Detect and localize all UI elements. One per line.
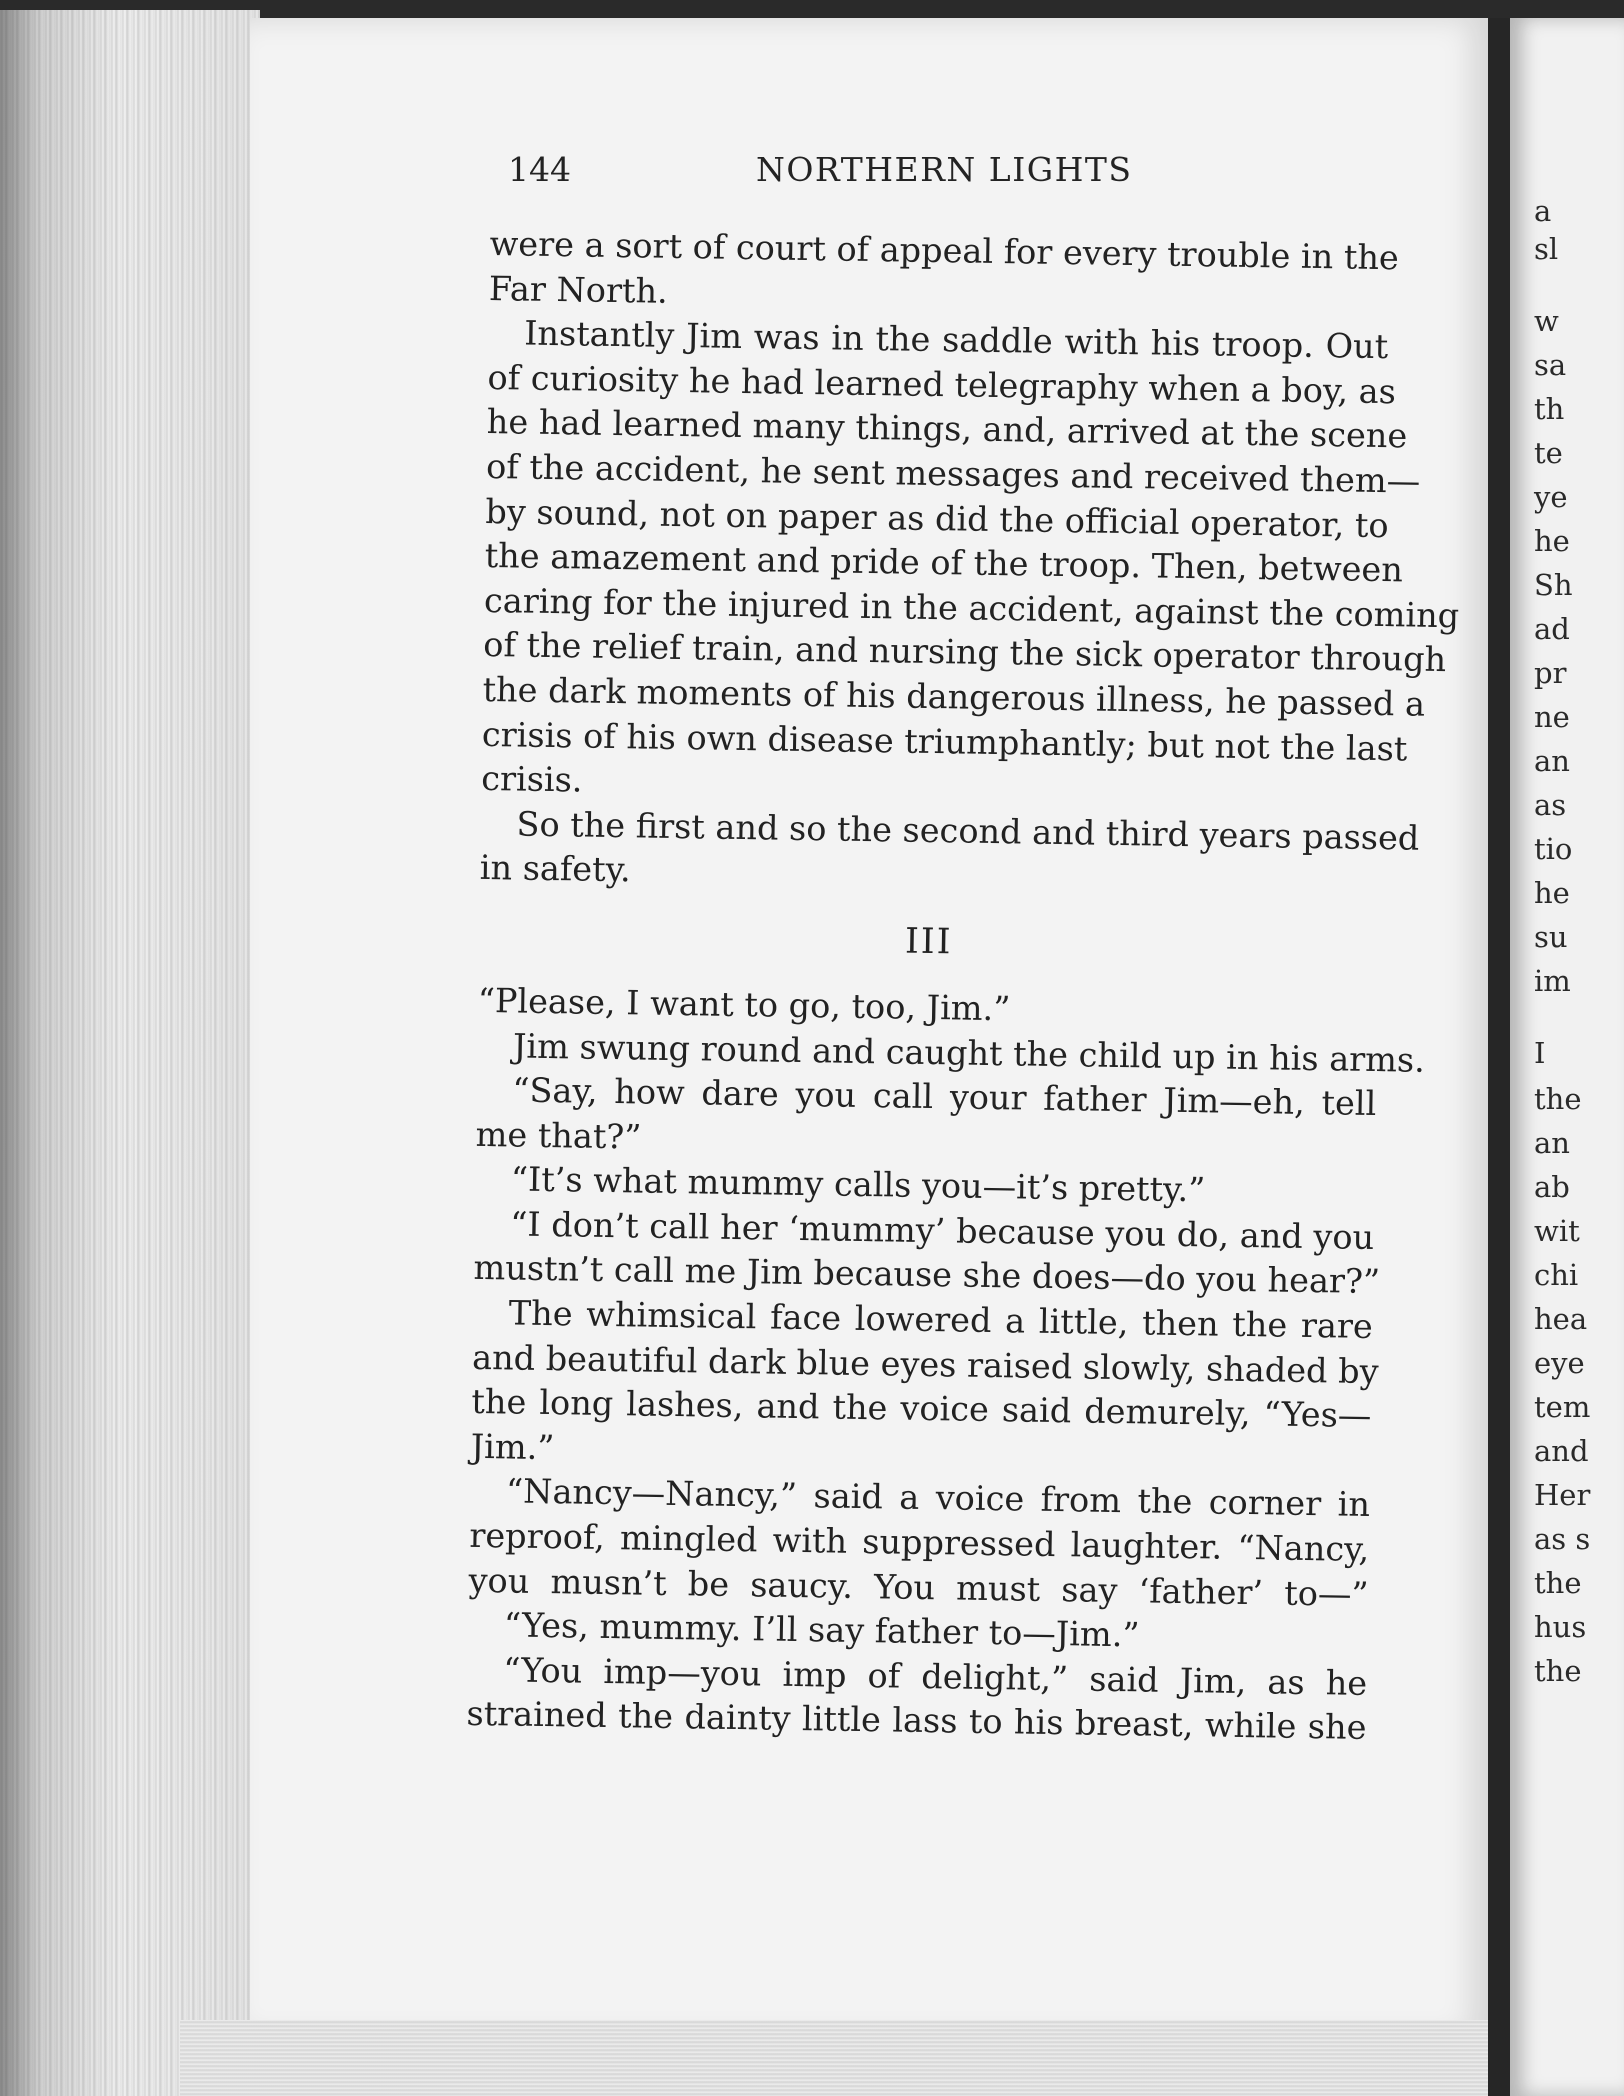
text-line: So the first and so the second and third years passed [516, 804, 1420, 858]
right-page-fragment: a [1534, 194, 1552, 228]
text-line: “You imp—you imp of delight,” said Jim, as he [502, 1650, 1368, 1703]
page-body [466, 222, 1460, 1751]
text-line: the amazement and pride of the troop. Then, between [484, 536, 1404, 590]
fore-edge-shadow [0, 10, 260, 2096]
text-line: in safety. [479, 848, 632, 890]
text-line: me that?” [475, 1114, 642, 1157]
text-line: “Yes, mummy. I’ll say father to—Jim.” [503, 1605, 1140, 1655]
text-line: The whimsical face lowered a little, then the rare [508, 1293, 1374, 1347]
right-page-fragment: an [1534, 744, 1570, 778]
page-header [508, 150, 1158, 200]
right-page-fragment: pr [1534, 656, 1567, 690]
page-number: 144 [508, 150, 571, 189]
right-page-fragment: ne [1534, 700, 1570, 734]
text-line: mustn’t call me Jim because she does—do you hear?” [473, 1248, 1381, 1302]
right-page-fragment: ab [1534, 1170, 1570, 1204]
text-line: of curiosity he had learned telegraphy when a boy, as [487, 357, 1397, 412]
right-page-fragment: su [1534, 920, 1568, 954]
text-line: the long lashes, and the voice said demurely, “Yes— [471, 1382, 1372, 1436]
right-page-fragment: he [1534, 524, 1570, 558]
text-line: crisis of his own disease triumphantly; but not the last [481, 714, 1408, 769]
right-page-fragment: sl [1534, 232, 1559, 266]
right-page-fragment: eye [1534, 1346, 1585, 1380]
right-page-fragment: hus [1534, 1610, 1587, 1644]
right-page-fragment: the [1534, 1082, 1582, 1116]
right-page-fragment: tio [1534, 832, 1573, 866]
right-page-fragment: tem [1534, 1390, 1591, 1424]
right-page-fragment: sa [1534, 348, 1567, 382]
text-line: “Say, how dare you call your father Jim—eh, tell [512, 1070, 1377, 1124]
right-page-fragment: and [1534, 1434, 1589, 1468]
right-page-fragment: ye [1534, 480, 1568, 514]
book-bottom-edge [180, 2020, 1510, 2096]
section-heading: III [904, 921, 953, 963]
right-page-fragment: im [1534, 964, 1571, 998]
text-line: crisis. [480, 759, 583, 800]
text-line: “It’s what mummy calls you—it’s pretty.” [510, 1159, 1206, 1210]
text-line: were a sort of court of appeal for every trouble in the [489, 223, 1400, 278]
text-line: he had learned many things, and, arrived at the scene [486, 402, 1408, 456]
text-line: by sound, not on paper as did the official operator, to [485, 491, 1389, 545]
text-line: you musn’t be saucy. You must say ‘father’ to—” [468, 1560, 1369, 1614]
text-line: Jim swung round and caught the child up in his arms. [512, 1025, 1426, 1080]
right-page-fragment: ad [1534, 612, 1570, 646]
text-line: “Nancy—Nancy,” said a voice from the corner in [505, 1471, 1371, 1525]
right-page-fragment: chi [1534, 1258, 1579, 1292]
right-page-fragment: I [1534, 1036, 1546, 1070]
text-line: “I don’t call her ‘mummy’ because you do, and you [509, 1204, 1375, 1257]
right-page-fragment: w [1534, 304, 1559, 338]
right-page-fragment: as s [1534, 1522, 1591, 1556]
right-page-fragment: an [1534, 1126, 1570, 1160]
text-line: “Please, I want to go, too, Jim.” [477, 980, 1011, 1029]
text-line: reproof, mingled with suppressed laughter. “Nancy, [469, 1515, 1370, 1570]
text-line: the dark moments of his dangerous illness, he passed a [482, 669, 1426, 724]
text-line: Jim.” [470, 1426, 555, 1468]
right-page-fragment: as [1534, 788, 1567, 822]
right-page-fragment: te [1534, 436, 1563, 470]
right-page-fragment: he [1534, 876, 1570, 910]
text-line: Far North. [488, 268, 669, 311]
right-page-fragment: the [1534, 1566, 1582, 1600]
text-line: of the relief train, and nursing the sick operator through [483, 625, 1447, 680]
text-line: Instantly Jim was in the saddle with his troop. Out [523, 313, 1389, 367]
right-page-fragment: Sh [1534, 568, 1573, 602]
right-page [1510, 18, 1624, 2096]
text-line: caring for the injured in the accident, against the coming [483, 580, 1460, 636]
text-line: and beautiful dark blue eyes raised slowly, shaded by [471, 1337, 1379, 1391]
right-page-fragment: wit [1534, 1214, 1580, 1248]
right-page-fragment: hea [1534, 1302, 1588, 1336]
right-page-fragment: Her [1534, 1478, 1591, 1512]
text-line: of the accident, he sent messages and received them— [485, 446, 1421, 501]
right-page-fragment: the [1534, 1654, 1582, 1688]
running-title: NORTHERN LIGHTS [756, 150, 1133, 189]
right-page-fragment: th [1534, 392, 1565, 426]
book-gutter [1488, 18, 1512, 2096]
text-line: strained the dainty little lass to his breast, while she [466, 1694, 1367, 1748]
